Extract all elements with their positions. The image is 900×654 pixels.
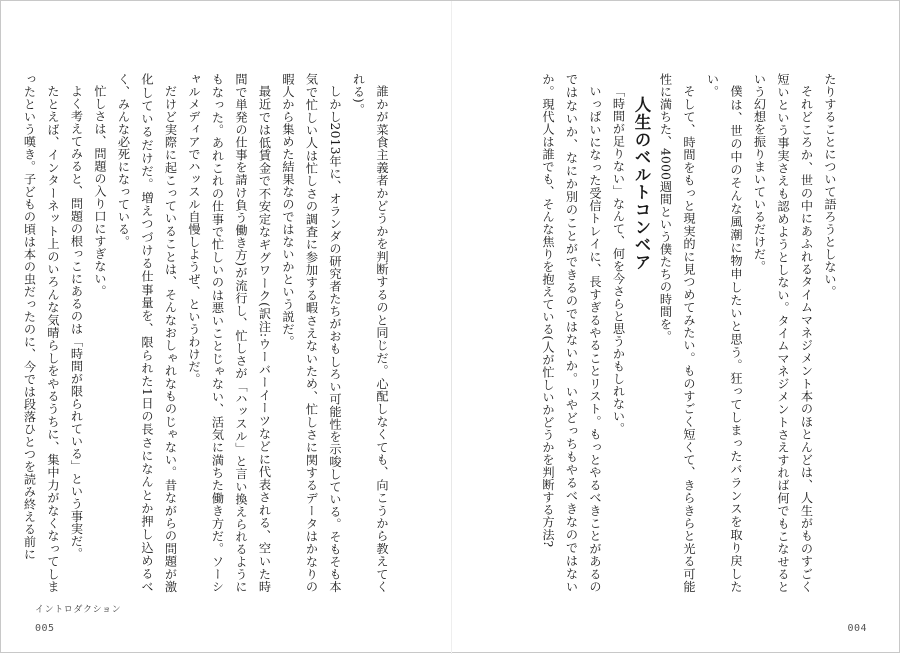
right-page-text [479, 73, 841, 593]
section-heading: 人生のベルトコンベア [632, 95, 651, 271]
paragraph: しかし2013年に、オランダの研究者たちがおもしろい可能性を示唆している。そもそも本気で忙しい人は忙しさの調査に参加する暇さえないため、忙しさに関するデータはかなりの暇人から集めた結果なのではないかという説だ。 [281, 73, 342, 593]
page-number-right: 004 [847, 623, 867, 634]
paragraph: 最近では低賃金で不安定なギグワーク(訳注:ウーバーイーツなどに代表される、空いた時間で単発の仕事を請け負う働き方)が流行し、忙しさが「ハッスル」と言い換えられるようにもなった。あれこれの仕事で忙しいのは悪いことじゃない、活気に満ちた働き方だ。ソーシャルメディアでハッスル自慢しようぜ、というわけだ。 [187, 73, 272, 593]
paragraph: そして、時間をもっと現実的に見つめてみたい。ものすごく短くて、きらきらと光る可能性に満ちた、4000週間という僕たちの時間を。 [658, 73, 696, 593]
paragraph: 僕は、世の中のそんな風潮に物申したいと思う。狂ってしまったバランスを取り戻したい。 [705, 73, 743, 593]
paragraph: よく考えてみると、問題の根っこにあるのは「時間が限られている」という事実だ。 [69, 85, 84, 561]
paragraph: それどころか、世の中にあふれるタイムマネジメント本のほとんどは、人生がものすごく短いという事実さえも認めようとしない。タイムマネジメントさえすれば何でもこなせるという幻想を振りまいているだけだ。 [752, 73, 814, 593]
paragraph: 誰かが菜食主義者かどうかを判断するのと同じだ。心配しなくても、向こうから教えてくれる)。 [351, 73, 389, 593]
paragraph: いっぱいになった受信トレイに、長すぎるやることリスト。もっとやるべきことがあるのではないか、なにか別のことができるのではないか。いやどっちもやるべきなのではないか。現代人は誰でも、そんな焦りを抱えている(人が忙しいかどうかを判断する方法? [541, 73, 602, 593]
paragraph: 「時間が足りない」なんて、何を今さらと思うかもしれない。 [611, 85, 626, 436]
paragraph: 忙しさは、問題の入り口にすぎない。 [93, 85, 107, 298]
running-head: イントロダクション [35, 605, 122, 615]
left-page-text [22, 73, 393, 593]
page-number-left: 005 [35, 623, 55, 634]
paragraph: だけど実際に起こっていることは、そんなおしゃれなものじゃない。昔ながらの問題が激化しているだけだ。増えつづける仕事量を、限られた1日の長さになんとか押し込めるべく、みんな必死になっている。 [116, 73, 178, 593]
paragraph: たりすることについて語ろうとしない。 [823, 73, 837, 298]
page-gutter [451, 1, 452, 654]
paragraph: たとえば、インターネット上のいろんな気晴らしをやるうちに、集中力がなくなってしまったという嘆き。子どもの頃は本の虫だったのに、今では段落ひとつを読み終える前に [22, 73, 60, 593]
